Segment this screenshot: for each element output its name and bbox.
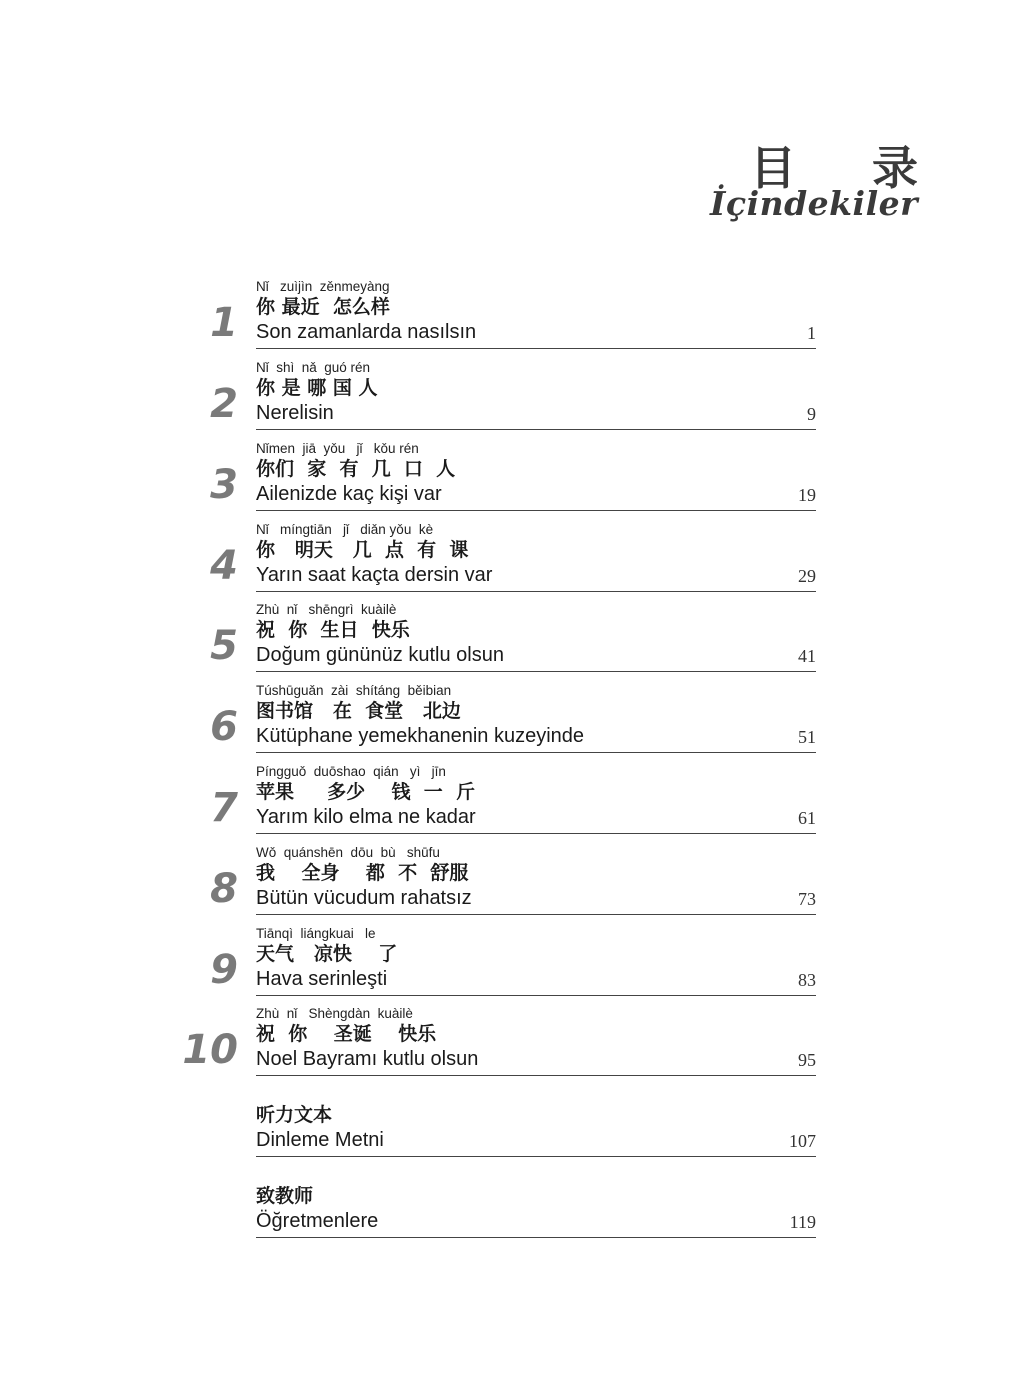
divider: [256, 1075, 816, 1076]
page-number: 107: [789, 1131, 816, 1151]
page-number: 73: [798, 889, 816, 909]
divider: [256, 429, 816, 430]
lesson-pinyin: Wǒ quánshēn dōu bù shūfu: [256, 845, 440, 860]
lesson-number: 6: [210, 704, 238, 750]
page-number: 19: [798, 485, 816, 505]
lesson-title-turkish: Yarın saat kaçta dersin var: [256, 564, 493, 586]
page-subtitle: İçindekiler: [710, 184, 918, 223]
lesson-number: 10: [182, 1027, 238, 1073]
lesson-pinyin: Nǐ míngtiān jǐ diǎn yǒu kè: [256, 522, 434, 537]
lesson-pinyin: Píngguǒ duōshao qián yì jīn: [256, 764, 446, 779]
lesson-hanzi: 祝 你 圣诞 快乐: [256, 1023, 437, 1045]
lesson-title-turkish: Noel Bayramı kutlu olsun: [256, 1048, 479, 1070]
lesson-number: 8: [210, 866, 238, 912]
page-number: 51: [798, 727, 816, 747]
lesson-hanzi: 你 最近 怎么样: [256, 296, 390, 318]
page-number: 41: [798, 646, 816, 666]
lesson-number: 9: [210, 947, 238, 993]
lesson-title-turkish: Yarım kilo elma ne kadar: [256, 806, 476, 828]
section-title-turkish: Öğretmenlere: [256, 1210, 379, 1232]
section-hanzi: 致教师: [256, 1185, 314, 1207]
lesson-pinyin: Túshūguǎn zài shítáng běibian: [256, 683, 452, 698]
divider: [256, 1237, 816, 1238]
divider: [256, 914, 816, 915]
lesson-hanzi: 祝 你 生日 快乐: [256, 619, 410, 641]
divider: [256, 510, 816, 511]
lesson-hanzi: 你们 家 有 几 口 人: [256, 458, 456, 480]
page-number: 83: [798, 970, 816, 990]
lesson-pinyin: Zhù nǐ shēngrì kuàilè: [256, 602, 397, 617]
lesson-title-turkish: Kütüphane yemekhanenin kuzeyinde: [256, 725, 585, 747]
divider: [256, 995, 816, 996]
lesson-number: 7: [210, 785, 238, 831]
lesson-hanzi: 我 全身 都 不 舒服: [256, 862, 469, 884]
toc-entry-lesson-8[interactable]: [210, 845, 816, 915]
page-number: 1: [807, 323, 816, 343]
toc-entry-listening-text[interactable]: [256, 1097, 816, 1157]
page-title: 目 录: [749, 141, 948, 195]
lesson-title-turkish: Doğum gününüz kutlu olsun: [256, 644, 504, 666]
toc-entry-lesson-3[interactable]: [210, 441, 816, 511]
lesson-title-turkish: Nerelisin: [256, 402, 334, 424]
lesson-pinyin: Nǐ zuìjìn zěnmeyàng: [256, 279, 390, 294]
divider: [256, 591, 816, 592]
toc-entry-lesson-7[interactable]: [210, 764, 816, 834]
toc-entry-lesson-6[interactable]: [210, 683, 816, 753]
divider: [256, 752, 816, 753]
lesson-hanzi: 图书馆 在 食堂 北边: [256, 700, 461, 722]
toc-entry-to-teachers[interactable]: [256, 1178, 816, 1238]
toc-entry-lesson-1[interactable]: [210, 279, 816, 349]
lesson-number: 2: [210, 381, 238, 427]
lesson-number: 4: [210, 543, 238, 589]
toc-entry-lesson-5[interactable]: [210, 602, 816, 672]
divider: [256, 1156, 816, 1157]
toc-entry-lesson-4[interactable]: [210, 522, 816, 592]
toc-entry-lesson-9[interactable]: [210, 926, 816, 996]
lesson-pinyin: Nǐmen jiā yǒu jǐ kǒu rén: [256, 441, 419, 456]
lesson-pinyin: Nǐ shì nǎ guó rén: [256, 360, 371, 375]
lesson-pinyin: Tiānqì liángkuai le: [256, 926, 376, 941]
toc-entry-lesson-10[interactable]: [182, 1006, 816, 1076]
lesson-number: 1: [210, 300, 238, 346]
page-number: 119: [789, 1212, 816, 1232]
lesson-title-turkish: Bütün vücudum rahatsız: [256, 887, 472, 909]
toc-entry-lesson-2[interactable]: [210, 360, 816, 430]
page-number: 9: [807, 404, 816, 424]
lesson-title-turkish: Hava serinleşti: [256, 968, 388, 990]
section-hanzi: 听力文本: [256, 1104, 333, 1126]
section-title-turkish: Dinleme Metni: [256, 1129, 384, 1151]
divider: [256, 833, 816, 834]
page-number: 29: [798, 566, 816, 586]
lesson-pinyin: Zhù nǐ Shèngdàn kuàilè: [256, 1006, 413, 1021]
lesson-title-turkish: Ailenizde kaç kişi var: [256, 483, 442, 505]
lesson-title-turkish: Son zamanlarda nasılsın: [256, 321, 477, 343]
page-number: 61: [798, 808, 816, 828]
page-number: 95: [798, 1050, 816, 1070]
lesson-hanzi: 苹果 多少 钱 一 斤: [256, 781, 475, 803]
divider: [256, 348, 816, 349]
lesson-hanzi: 天气 凉快 了: [256, 943, 398, 965]
divider: [256, 671, 816, 672]
lesson-number: 5: [210, 623, 238, 669]
lesson-number: 3: [210, 462, 238, 508]
lesson-hanzi: 你 是 哪 国 人: [256, 377, 378, 399]
lesson-hanzi: 你 明天 几 点 有 课: [256, 539, 469, 561]
